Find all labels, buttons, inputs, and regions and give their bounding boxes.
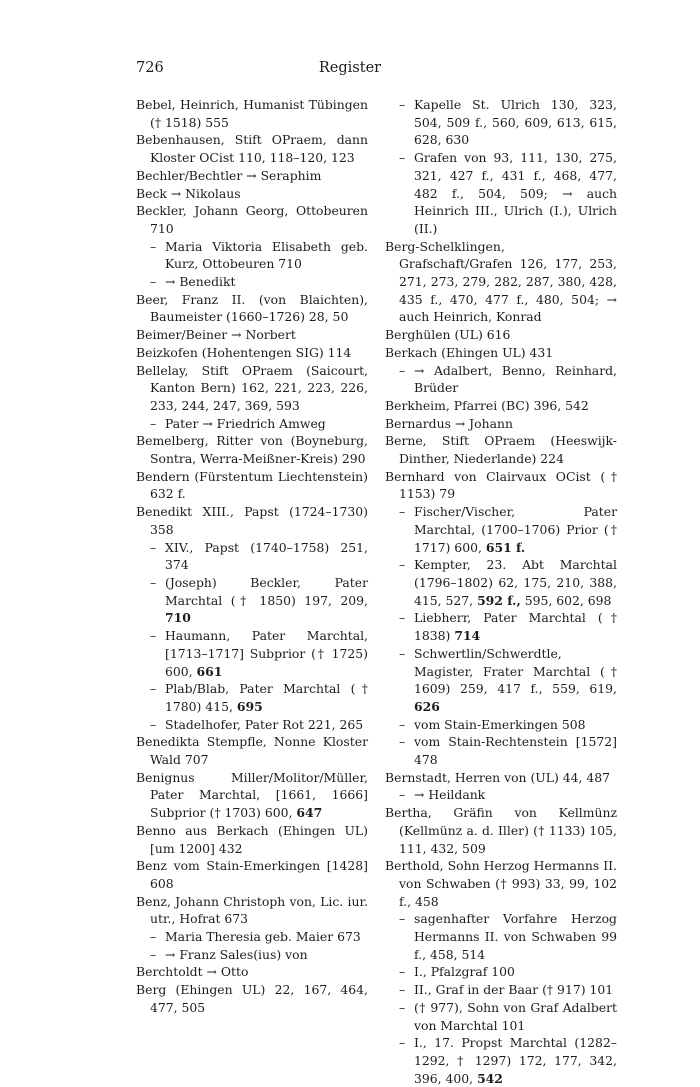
entry-text: Plab/Blab, Pater Marchtal († 1780) 415, — [165, 681, 368, 714]
subentry-dash: – — [150, 574, 157, 590]
subentry-dash: – — [399, 964, 406, 980]
index-subentry — [385, 981, 617, 999]
entry-text: Benno aus Berkach (Ehingen UL) [um 1200] 432 — [136, 822, 368, 856]
entry-text: Berg-Schelklingen, Grafschaft/Grafen 126, 177, 253, 271, 273, 279, 282, 287, 380, 428, 435 f., 470, 477 f., 480, 504; → auch Heinrich, Konrad — [385, 238, 617, 325]
subentry-dash: – — [399, 716, 406, 732]
index-entry — [136, 167, 368, 185]
index-entry — [136, 362, 368, 415]
index-entry — [136, 857, 368, 892]
index-subentry — [136, 415, 368, 433]
index-column-left — [136, 96, 368, 1017]
index-entry — [385, 804, 617, 857]
index-subentry — [136, 627, 368, 680]
index-subentry — [136, 680, 368, 715]
entry-text: → Heildank — [414, 787, 486, 803]
entry-text: vom Stain-Rechtenstein [1572] 478 — [414, 734, 617, 768]
subentry-dash: – — [399, 362, 406, 378]
entry-text: (Joseph) Beckler, Pater Marchtal († 1850) 197, 209, — [165, 574, 368, 608]
subentry-dash: – — [150, 274, 157, 290]
principal-page-ref: 661 — [196, 663, 223, 679]
entry-text: Beer, Franz II. (von Blaichten), Baumeister (1660–1726) 28, 50 — [136, 291, 368, 325]
entry-text: Berg (Ehingen UL) 22, 167, 464, 477, 505 — [136, 982, 368, 1015]
subentry-dash: – — [150, 946, 157, 962]
index-subentry — [385, 733, 617, 768]
subentry-dash: – — [399, 1035, 406, 1051]
entry-text: I., Pfalzgraf 100 — [414, 964, 515, 980]
index-entry — [385, 468, 617, 503]
index-entry — [136, 769, 368, 822]
entry-text: Stadelhofer, Pater Rot 221, 265 — [165, 716, 364, 732]
entry-text: sagenhafter Vorfahre Herzog Hermanns II. von Schwaben 99 f., 458, 514 — [414, 911, 617, 962]
entry-text: Kempter, 23. Abt Marchtal (1796–1802) 62, 175, 210, 388, 415, 527, — [414, 557, 617, 608]
entry-text: Haumann, Pater Marchtal, [1713–1717] Subprior († 1725) 600, — [165, 628, 368, 679]
entry-text: Berkheim, Pfarrei (BC) 396, 542 — [385, 397, 589, 413]
entry-text: Berthold, Sohn Herzog Hermanns II. von Schwaben († 993) 33, 99, 102 f., 458 — [385, 858, 617, 909]
index-entry — [385, 397, 617, 415]
index-subentry — [136, 273, 368, 291]
subentry-dash: – — [399, 557, 406, 573]
subentry-dash: – — [399, 504, 406, 520]
entry-text: I., 17. Propst Marchtal (1282–1292, † 1297) 172, 177, 342, 396, 400, — [414, 1035, 617, 1086]
index-entry — [136, 963, 368, 981]
index-subentry — [136, 928, 368, 946]
entry-text: Benedikt XIII., Papst (1724–1730) 358 — [136, 504, 368, 537]
entry-text: Beizkofen (Hohentengen SIG) 114 — [136, 344, 352, 360]
entry-text: → Franz Sales(ius) von — [165, 946, 308, 962]
subentry-dash: – — [399, 734, 406, 750]
index-subentry — [136, 716, 368, 734]
entry-text: → Benedikt — [165, 274, 236, 290]
index-entry — [136, 733, 368, 768]
index-entry — [136, 468, 368, 503]
index-subentry — [136, 238, 368, 273]
entry-text: Bernardus → Johann — [385, 415, 513, 431]
entry-text: Kapelle St. Ulrich 130, 323, 504, 509 f., 560, 609, 613, 615, 628, 630 — [414, 97, 617, 148]
index-subentry — [385, 716, 617, 734]
index-entry — [136, 202, 368, 237]
entry-text: Berchtoldt → Otto — [136, 964, 249, 980]
index-entry — [385, 238, 617, 327]
index-entry — [385, 769, 617, 787]
subentry-dash: – — [399, 610, 406, 626]
index-subentry — [385, 963, 617, 981]
index-entry — [136, 344, 368, 362]
subentry-dash: – — [150, 415, 157, 431]
entry-text: vom Stain-Emerkingen 508 — [414, 716, 586, 732]
index-entry — [385, 326, 617, 344]
index-subentry — [385, 362, 617, 397]
entry-text: Berkach (Ehingen UL) 431 — [385, 344, 554, 360]
entry-text: II., Graf in der Baar († 917) 101 — [414, 982, 614, 998]
index-subentry — [385, 786, 617, 804]
index-entry — [136, 432, 368, 467]
entry-text: 595, 602, 698 — [520, 592, 612, 608]
subentry-dash: – — [399, 911, 406, 927]
entry-text: Fischer/Vischer, Pater Marchtal, (1700–1706) Prior († 1717) 600, — [414, 504, 617, 555]
index-subentry — [136, 574, 368, 627]
principal-page-ref: 695 — [236, 698, 263, 714]
index-entry — [136, 131, 368, 166]
entry-text: Bernstadt, Herren von (UL) 44, 487 — [385, 769, 611, 785]
principal-page-ref: 647 — [296, 805, 323, 821]
subentry-dash: – — [399, 999, 406, 1015]
index-entry — [136, 185, 368, 203]
entry-text: Bernhard von Clairvaux OCist († 1153) 79 — [385, 468, 617, 502]
index-entry — [136, 893, 368, 928]
index-entry — [136, 96, 368, 131]
subentry-dash: – — [150, 238, 157, 254]
principal-page-ref: 714 — [454, 628, 481, 644]
index-subentry — [385, 556, 617, 609]
index-subentry — [136, 946, 368, 964]
index-entry — [385, 432, 617, 467]
entry-text: Bellelay, Stift OPraem (Saicourt, Kanton Bern) 162, 221, 223, 226, 233, 244, 247, 369, 593 — [136, 362, 368, 413]
index-entry — [136, 291, 368, 326]
index-subentry — [385, 149, 617, 238]
entry-text: Benz vom Stain-Emerkingen [1428] 608 — [136, 858, 368, 891]
principal-page-ref: 626 — [414, 698, 440, 714]
entry-text: Pater → Friedrich Amweg — [165, 415, 326, 431]
subentry-dash: – — [150, 628, 157, 644]
subentry-dash: – — [399, 97, 406, 112]
entry-text: Bertha, Gräfin von Kellmünz (Kellmünz a. d. Iller) († 1133) 105, 111, 432, 509 — [385, 805, 617, 856]
entry-text: Grafen von 93, 111, 130, 275, 321, 427 f., 431 f., 468, 477, 482 f., 504, 509; → auch Heinrich III., Ulrich (I.), Ulrich (II.) — [414, 150, 617, 236]
subentry-dash: – — [150, 716, 157, 732]
entry-text: Berne, Stift OPraem (Heeswijk-Dinther, Niederlande) 224 — [385, 433, 617, 467]
index-entry — [385, 857, 617, 910]
principal-page-ref: 592 f., — [477, 592, 521, 608]
entry-text: Benignus Miller/Molitor/Müller, Pater Marchtal, [1661, 1666] Subprior († 1703) 600, — [136, 769, 368, 821]
entry-text: Maria Theresia geb. Maier 673 — [165, 929, 361, 945]
entry-text: Benz, Johann Christoph von, Lic. iur. utr., Hofrat 673 — [136, 893, 368, 927]
entry-text: Maria Viktoria Elisabeth geb. Kurz, Ottobeuren 710 — [165, 238, 368, 272]
principal-page-ref: 651 f. — [485, 539, 526, 555]
principal-page-ref: 542 — [477, 1070, 503, 1086]
entry-text: Bebenhausen, Stift OPraem, dann Kloster OCist 110, 118–120, 123 — [136, 132, 368, 166]
entry-text: Liebherr, Pater Marchtal († 1838) — [414, 610, 617, 644]
entry-text: Bemelberg, Ritter von (Boyneburg, Sontra, Werra-Meißner-Kreis) 290 — [136, 433, 368, 467]
index-entry — [136, 981, 368, 1016]
entry-text: Schwertlin/Schwerdtle, Magister, Frater Marchtal († 1609) 259, 417 f., 559, 619, — [414, 645, 617, 697]
entry-text: († 977), Sohn von Graf Adalbert von Marchtal 101 — [414, 999, 617, 1033]
index-subentry — [385, 609, 617, 644]
entry-text: Beck → Nikolaus — [136, 185, 241, 201]
entry-text: XIV., Papst (1740–1758) 251, 374 — [165, 539, 368, 573]
entry-text: Bechler/Bechtler → Seraphim — [136, 167, 322, 183]
entry-text: Beckler, Johann Georg, Ottobeuren 710 — [136, 203, 368, 236]
subentry-dash: – — [150, 539, 157, 555]
index-entry — [136, 822, 368, 857]
page-number: 726 — [136, 60, 164, 76]
entry-text: Bendern (Fürstentum Liechtenstein) 632 f. — [136, 468, 368, 502]
index-entry — [136, 503, 368, 538]
index-subentry — [385, 910, 617, 963]
subentry-dash: – — [399, 982, 406, 998]
index-subentry — [385, 503, 617, 556]
index-column-right — [385, 96, 617, 1087]
entry-text: Beimer/Beiner → Norbert — [136, 327, 296, 343]
principal-page-ref: 710 — [165, 610, 191, 626]
subentry-dash: – — [150, 681, 157, 697]
index-entry — [385, 415, 617, 433]
index-subentry — [136, 539, 368, 574]
index-subentry — [385, 999, 617, 1034]
entry-text: Bebel, Heinrich, Humanist Tübingen († 1518) 555 — [136, 97, 368, 130]
index-entry — [136, 326, 368, 344]
subentry-dash: – — [150, 929, 157, 945]
index-entry — [385, 344, 617, 362]
subentry-dash: – — [399, 150, 406, 166]
subentry-dash: – — [399, 787, 406, 803]
index-subentry — [385, 645, 617, 716]
running-header: Register — [318, 60, 382, 76]
index-subentry — [385, 1034, 617, 1087]
subentry-dash: – — [399, 645, 406, 661]
entry-text: Berghülen (UL) 616 — [385, 327, 511, 343]
index-subentry — [385, 96, 617, 149]
entry-text: → Adalbert, Benno, Reinhard, Brüder — [414, 362, 617, 396]
entry-text: Benedikta Stempfle, Nonne Kloster Wald 707 — [136, 734, 368, 768]
